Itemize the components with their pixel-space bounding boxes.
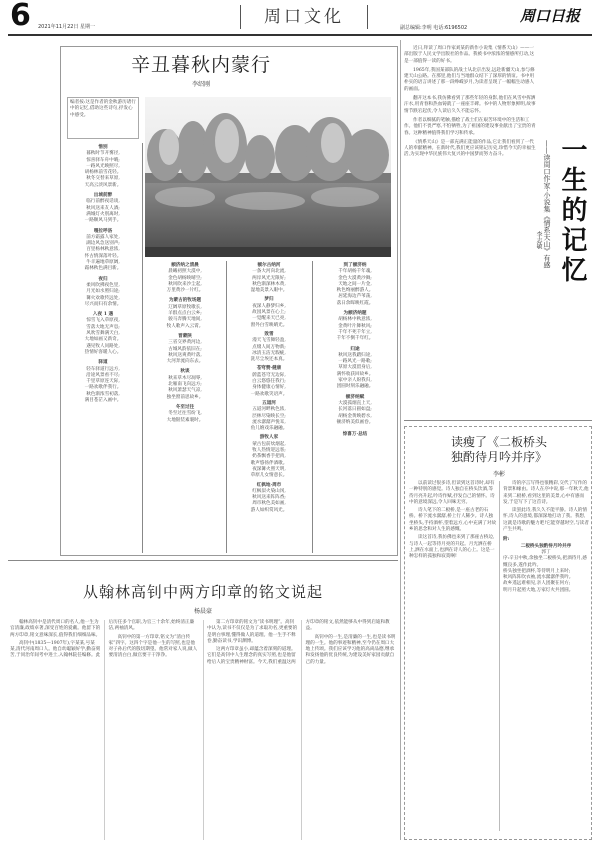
poem-heading: 梦归 (264, 297, 274, 303)
right-section-rule (404, 420, 592, 421)
box-paragraph: 读罢此诗,我久久不能平静。诗人的情怀,诗人的意境,都深深地打动了我。我想,这就是诗歌的魅力吧!它能穿越时空,与读者产生共鸣。 (503, 508, 589, 533)
poem-body: 夜深人静梦归乡, 故园风景在心上; 一觉醒来天已亮, 窗外白雪映晴光。 (250, 303, 288, 328)
bottom-paragraph: 第二方印章的铭文为“读书明理”。高钊中认为,读书不仅仅是为了求取功名,更重要的是明白事理,懂得做人的道理。他一生手不释卷,勤奋读书,学识渊博。 (207, 620, 298, 644)
box-paragraph: 诗人笔下的二板桥,是一座古老的石桥。桥下流水潺潺,桥上行人稀少。诗人独坐桥头,手持酒杯,望着远方,心中充满了对故乡的思念和对人生的感慨。 (409, 508, 497, 533)
bottom-section-rule (8, 560, 398, 561)
editor-note (67, 97, 139, 139)
box-col-left (409, 481, 497, 563)
poem-heading: 五道河 (262, 400, 276, 406)
bottom-paragraph: 这两方印章虽小,却蕴含着深刻的道理。它们是高钊中人生理念的真实写照,也是他留给后人的宝贵精神财富。今天,我们重温这两方印章的铭文,依然能够从中得到启迪和教益。 (207, 620, 390, 665)
feature-subtitle: ——读周口作家·小说集《情系天山》有感 (543, 140, 551, 269)
poem-heading: 致雪 (264, 331, 274, 337)
feature-author: 李志敏 (535, 231, 542, 249)
bottom-body (10, 620, 396, 840)
box-author: 李彬 (492, 471, 505, 478)
issue-date: 2021年11月22日 星期一 (38, 24, 96, 30)
poem-heading: 驿道 (98, 360, 108, 366)
box-title (415, 435, 583, 465)
right-feature-body (404, 46, 538, 162)
masthead (0, 0, 600, 38)
poem-body: 暮秋时节开雾径, 惊喜驿车舟中晴; 一路风光映照尽, 胡杨林前雪花轻。 秋冬交替来草原, 天高云淡风景新。 (84, 151, 122, 188)
poem-body: 轻车驿道行远方, 沿途风景看不尽; 千里草原连天际, 一路欢歌伴我行。 秋色渐浓雪初落, 满目苍茫入画中。 (84, 366, 122, 403)
header-rule (8, 34, 592, 36)
poem-heading: 夜归 (98, 276, 108, 282)
poem-heading: 秋谈 (180, 369, 190, 375)
bottom-paragraph: 高钊中(1835—1907年),字某某,号某某,清代河南周口人。他自幼聪颖好学,勤奋刻苦,于同治年间考中进士,入翰林院任编修。此后历任多个官职,为官三十余年,始终清正廉洁,两袖清风。 (10, 620, 195, 659)
poem-body: 冬至过往雪纷飞, 大地银装素裹时。 (166, 411, 204, 423)
box-col-divider (499, 481, 500, 831)
poem-body: 秋来草木尽凋零, 北雁南飞向远方; 秋风萧瑟天气凉, 独坐窗前思故乡。 (166, 375, 204, 400)
poem-body: 惊雪飞入草原夜, 雪落大地无声息; 风吹雪舞满天白, 大地如画又新奇。 遇见牧人问路处, 热情好客暖人心。 (84, 318, 122, 355)
poem-body: 临行前醉夜话谈, 秋风送来友人酒; 满城灯火别离时, 一路顺风马到手。 (84, 199, 122, 224)
bottom-paragraph: 高钊中的第一方印章,铭文为“清白传家”四字。这四个字是他一生的写照,也是他对子孙后代的殷切期望。他常对家人说,做人要清清白白,做官要干干净净。 (108, 634, 198, 659)
poem-heading: 晋蒙陕 (178, 333, 192, 339)
poem-body: 大漠孤烟直上天, 长河落日圆如盘; 胡杨金黄映碧水, 额济纳美似画卷。 (336, 400, 374, 425)
feature-paragraph: 1965年,我国某部队的战士从北京出发,远赴新疆天山,参与修建天山公路。在那里,他们与当地群众结下了深厚的情谊。书中用朴实的语言讲述了那一段峥嵘岁月,为读者呈现了一幅幅生动感人的画面。 (404, 67, 535, 92)
box-poem-heading: 附: (503, 537, 510, 543)
page-number: 6 (10, 0, 31, 33)
poem-col-3 (229, 263, 309, 514)
box-poem-author: 郭丁 (541, 549, 551, 555)
poem-body: 蒙古包前炊烟起, 牧人热情迎远客; 奶茶飘香手把肉, 歌声悠扬伴酒歌。 夜深篝火照天明, 草原儿女情意长。 (250, 441, 288, 479)
right-feature (404, 46, 594, 416)
feature-paragraph: 近日,拜读了周口作家刘某的新作小说集《情系天山》——一部出版于人民文学出版社的作品。我被书中浓浓的情感所打动,这是一部值得一读的好书。 (404, 46, 535, 64)
poem-body: 蔚蓝苍穹无边际, 白云悠悠任我行; 身体健康心情好, 一路欢歌笑语声。 (250, 372, 288, 397)
poem-body: 红枫似火染山冈, 秋风送来阵阵香; 周市秋色美如画, 游人如织赏风光。 (250, 488, 288, 513)
poem-body: 胡杨林中秋意浓, 金黄叶片舞秋风; 千年不死千年立, 千年不倒千年红。 (336, 317, 374, 342)
bottom-article (8, 562, 398, 842)
poem-body: 前方霜露人家处, 湖边风急送别声; 百里杨林秋意浓, 怀古情深落叶轻。 牛羊遍地草原阔, 霜林秋色满目新。 (84, 234, 122, 272)
feature-vertical-title: 一生的记忆 (557, 136, 587, 286)
poem-end-note: 惊喜万·总结 (342, 432, 368, 438)
newspaper-brand: 周口日报 (520, 7, 581, 25)
poem-body: 辽阔草原牧歌长, 羊群点点白云乡; 骏马奔腾天地间, 牧人歌声入云霄。 (166, 304, 204, 329)
poem-body: 秋风送我踏归途, 一路风光一路歌; 草原大漠留身后, 满怀收获回故乡。 家中亲人盼我归, 团圆时刻乐融融。 (336, 352, 374, 390)
poem-col-2 (147, 263, 223, 424)
box-col-right (503, 481, 589, 594)
poem-heading: 冬至过往 (175, 404, 195, 410)
box-paragraph: 读这首诗,我仿佛也来到了那座古桥边,与诗人一起等待月亮的升起。月光洒在桥上,洒在水面上,也洒在诗人的心上。这是一种怎样的孤独和寂寞啊! (409, 535, 495, 560)
feature-paragraph: 作者以细腻的笔触,描绘了战士们在艰苦环境中的生活和工作。他们不畏严寒,不怕牺牲,为了祖国的建设事业献出了宝贵的青春。这种精神值得我们学习和传承。 (404, 117, 536, 136)
section-title: 周口文化 (264, 7, 344, 27)
poem-body: 柔风吹拂夜色里, 月光如水照归途; 篝火欢歌传远处, 尽兴而归有余情。 (84, 282, 122, 307)
bottom-article-title: 从翰林高钊中两方印章的铭文说起 (82, 583, 323, 601)
poem-heading: 归途 (350, 346, 360, 352)
poem-col-1 (67, 143, 139, 404)
feature-paragraph: 《情系天山》是一部充满正能量的作品,它让我们看到了一代人的奉献精神。在新时代,我们更应该铭记历史,珍惜今天的幸福生活,为实现中华民族伟大复兴的中国梦而努力奋斗。 (404, 139, 536, 158)
poem-heading: 为蒙古的牧场题 (168, 298, 202, 304)
poem-body: 晨曦初照大漠中, 金色胡杨映晴空; 秋风吹来沙尘起, 万里黄沙一片红。 (166, 269, 204, 294)
poem-col-divider (312, 261, 313, 553)
box-paragraph: 以前读过很多诗,但读到这首诗时,却有一种特别的感觉。诗人独自在桥头饮酒,等待月亮升起,吟诗作赋,抒发自己的情怀。诗中的意境深远,令人回味无穷。 (409, 481, 495, 505)
bottom-paragraph: 翰林高钊中是清代周口的名人,他一生为官清廉,政绩卓著,深受百姓的爱戴。他留下的两方印章,铭文意味深长,值得我们细细品味。 (10, 620, 101, 638)
bottom-paragraph: 高钊中的一生,是清廉的一生,也是读书明理的一生。他的事迹和精神,至今仍在周口大地上传颂。我们应该学习他的高尚品德,继承和发扬他的优良传统,为建设美好家园贡献自己的力量。 (305, 634, 396, 665)
poem-heading: 额济纳之清晨 (171, 263, 199, 268)
snow-lake-photo (145, 97, 391, 257)
poem-heading: 额尔古纳河 (257, 263, 281, 268)
poem-heading: 出城前醉 (93, 193, 113, 199)
box-paragraph: 诗的序言写得也很精彩,交代了写作的背景和缘由。诗人在序中说,那一年秋天,他来到二板桥,看到这里的美景,心中有感而发,于是写下了这首诗。 (503, 481, 589, 505)
poem-heading: 为额济纳题 (343, 311, 367, 317)
right-box-article (404, 426, 592, 840)
editor-note-text: 编者按:这是作者的金秋游历诸行中的记忆,借助这些诗句,抒发心中感受。 (70, 100, 136, 118)
bottom-article-author: 杨晨豪 (193, 608, 212, 615)
box-title-line: 独酌待月吟并序》 (450, 450, 547, 464)
photo-svg (145, 97, 391, 257)
poem-col-divider (142, 143, 143, 553)
poem-article-author: 李绍刚 (191, 81, 210, 88)
poem-body: 三省交界黄河边, 古城风韵依旧在; 秋风送爽黄叶落, 大河奔流向东去。 (166, 340, 204, 365)
box-title-line: 读瘦了《二板桥头 (450, 435, 547, 449)
poem-col-divider (226, 261, 227, 553)
section-title-box (240, 5, 368, 29)
poem-body: 千年胡杨千年魂, 金色大漠黄沙舞; 天地之间一片金, 秋色绚丽醉游人。 居延海边芦苇荡, 落日余晖映红霞。 (336, 269, 374, 306)
poem-body: 一条大河向北流, 两岸风光无限好; 秋色渐深林木黄, 湿地美景入眼中。 (250, 269, 288, 294)
feature-paragraph: 翻开这本书,我仿佛看到了那些年轻的身影,他们在风雪中挥洒汗水,用青春和热血铸就了一座座丰碑。书中的人物形象鲜明,故事情节跌宕起伏,令人读后久久不能忘怀。 (404, 96, 536, 114)
poem-heading: 入夜 1 遇 (92, 312, 114, 318)
poem-heading: 惜别 (98, 145, 108, 150)
poem-heading: 额济纳赋 (345, 394, 365, 400)
box-poem-body: 序:辛丑中秋,余独坐二板桥头,把酒待月,感慨良多,遂作此吟。 桥头独坐把酒杯,等待明月上来时; 秋风阵阵吹衣袖,流水潺潺伴我吟。 故乡遥远难相见,亲人团聚在何方; 明月升起照大地,万家灯火共团圆。 (503, 556, 588, 593)
poem-article (60, 46, 398, 556)
poem-heading: 嘎拉呼洛 (93, 228, 113, 234)
page-column-divider (400, 40, 401, 840)
poem-body: 漫天飞雪舞轻盈, 点缀人间万物新; 冰清玉洁无瑕疵, 洗尽尘埃还本真。 (250, 338, 288, 363)
box-poem-title: 二板桥头独酌待月吟并序 (520, 543, 572, 549)
poem-col-4 (315, 263, 395, 438)
editor-line: 副总编辑:李明 电话:6196502 (400, 25, 468, 31)
poem-heading: 红枫地·周市 (256, 482, 282, 488)
poem-heading: 苍穹赞·健康 (256, 366, 282, 372)
poem-heading: 到了额济纳 (343, 263, 367, 268)
poem-heading: 游牧人家 (259, 435, 279, 441)
poem-article-title: 辛丑暮秋内蒙行 (130, 54, 271, 76)
poem-body: 五道河畔秋色浓, 层林尽染映长空; 流水潺潺声悦耳, 鱼儿嬉戏乐融融。 (250, 407, 288, 432)
